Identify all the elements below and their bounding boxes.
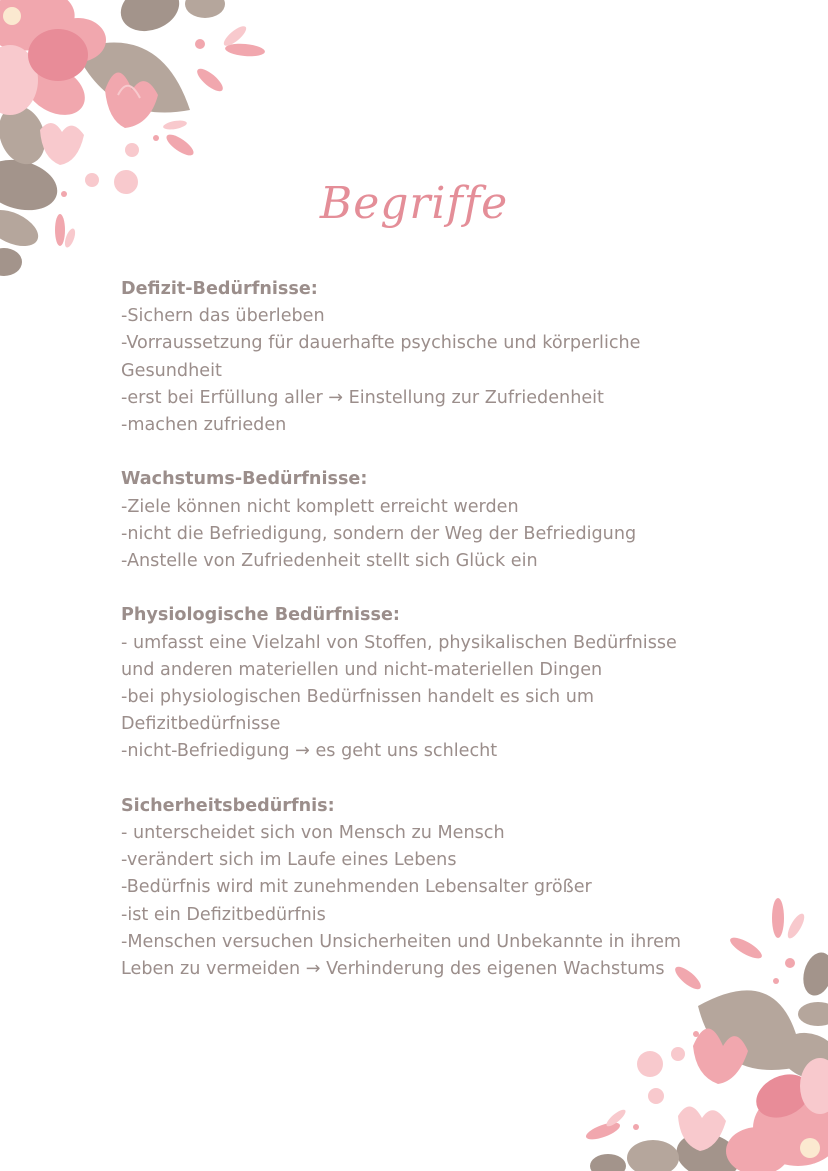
page-title: Begriffe bbox=[319, 178, 509, 229]
floral-decoration-top-left bbox=[0, 0, 270, 290]
bullet-line: -nicht die Befriedigung, sondern der Weg der Befriedigung bbox=[121, 523, 637, 544]
bullet-line: - unterscheidet sich von Mensch zu Mensch bbox=[121, 823, 505, 844]
bullet-line: -nicht-Befriedigung → es geht uns schlecht bbox=[121, 741, 498, 762]
bullet-line: -machen zufrieden bbox=[121, 415, 287, 436]
section-heading: Wachstums-Bedürfnisse: bbox=[121, 469, 368, 490]
flower-icon bbox=[726, 1058, 828, 1171]
section-heading: Sicherheitsbedürfnis: bbox=[121, 795, 335, 816]
section-physiologische-beduerfnisse bbox=[121, 602, 711, 765]
content-body bbox=[121, 276, 711, 983]
bullet-line: -Sichern das überleben bbox=[121, 306, 325, 327]
bullet-line: -bei physiologischen Bedürfnissen handelt es sich um Defizitbedürfnisse bbox=[121, 687, 595, 735]
bullet-line: -Anstelle von Zufriedenheit stellt sich Glück ein bbox=[121, 551, 538, 572]
section-defizit-beduerfnisse bbox=[121, 276, 711, 439]
section-heading: Defizit-Bedürfnisse: bbox=[121, 279, 318, 299]
section-sicherheitsbeduerfnis bbox=[121, 793, 711, 983]
bullet-line: - umfasst eine Vielzahl von Stoffen, physikalischen Bedürfnisse und anderen materiellen und nicht-materiellen Dingen bbox=[121, 632, 677, 680]
bullet-line: -erst bei Erfüllung aller → Einstellung zur Zufriedenheit bbox=[121, 387, 604, 408]
bullet-line: -Vorraussetzung für dauerhafte psychische und körperliche Gesundheit bbox=[121, 333, 641, 381]
bullet-line: -Ziele können nicht komplett erreicht werden bbox=[121, 496, 519, 517]
bullet-line: -Menschen versuchen Unsicherheiten und Unbekannte in ihrem Leben zu vermeiden → Verhinderung des eigenen Wachstums bbox=[121, 931, 682, 980]
bullet-line: -verändert sich im Laufe eines Lebens bbox=[121, 850, 457, 871]
bullet-line: -Bedürfnis wird mit zunehmenden Lebensalter größer bbox=[121, 877, 592, 898]
section-wachstums-beduerfnisse bbox=[121, 466, 711, 575]
section-heading: Physiologische Bedürfnisse: bbox=[121, 605, 400, 626]
bullet-line: -ist ein Defizitbedürfnis bbox=[121, 904, 326, 925]
